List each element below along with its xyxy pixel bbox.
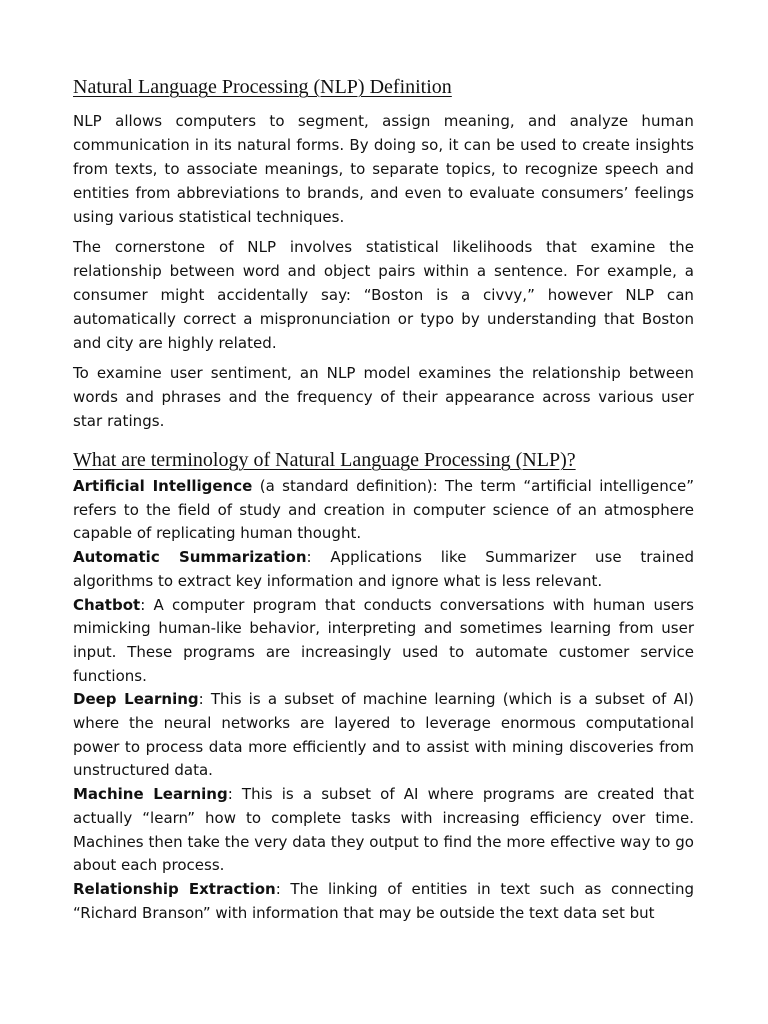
term-definition: : This is a subset of machine learning (which is a subset of AI) where the neural networks are layered to leverage enormous computational power to process data more efficiently and to assist with mining discoveries from unstructured data. xyxy=(73,690,694,780)
paragraph-nlp-sentiment: To examine user sentiment, an NLP model examines the relationship between words and phrases and the frequency of their appearance across various user star ratings. xyxy=(73,364,694,430)
term-definition: : This is a subset of AI where programs are created that actually “learn” how to complete tasks with increasing efficiency over time. Machines then take the very data they output to find the more effective way to go about each process. xyxy=(73,785,694,875)
paragraph-nlp-intro: NLP allows computers to segment, assign meaning, and analyze human communication in its natural forms. By doing so, it can be used to create insights from texts, to associate meanings, to separate topics, to recognize speech and entities from abbreviations to brands, and even to evaluate consumers’ feelings using various statistical techniques. xyxy=(73,112,694,226)
section-heading-nlp-definition: Natural Language Processing (NLP) Definition xyxy=(73,76,452,98)
terminology-list xyxy=(73,475,694,925)
section-heading-nlp-terminology: What are terminology of Natural Language Processing (NLP)? xyxy=(73,449,576,471)
term-name: Machine Learning xyxy=(73,785,228,804)
term-artificial-intelligence xyxy=(73,475,694,546)
term-machine-learning xyxy=(73,783,694,878)
term-definition: : The linking of entities in text such as connecting “Richard Branson” with information that may be outside the text data set but xyxy=(73,879,694,922)
term-automatic-summarization xyxy=(73,546,694,593)
term-deep-learning xyxy=(73,688,694,783)
term-name: Automatic Summarization xyxy=(73,548,307,567)
paragraph-nlp-cornerstone: The cornerstone of NLP involves statistical likelihoods that examine the relationship between word and object pairs within a sentence. For example, a consumer might accidentally say: “Boston is a civvy,” however NLP can automatically correct a mispronunciation or typo by understanding that Boston and city are highly related. xyxy=(73,238,694,352)
term-definition: : Applications like Summarizer use trained algorithms to extract key information and ignore what is less relevant. xyxy=(73,548,694,590)
term-relationship-extraction xyxy=(73,878,694,925)
term-name: Chatbot xyxy=(73,595,141,614)
term-name: Relationship Extraction xyxy=(73,879,276,898)
term-chatbot xyxy=(73,594,694,689)
term-definition: (a standard definition): The term “artificial intelligence” refers to the field of study and creation in computer science of an atmosphere capable of replicating human thought. xyxy=(73,477,695,543)
term-name: Deep Learning xyxy=(73,690,199,709)
term-name: Artificial Intelligence xyxy=(73,477,253,495)
term-definition: : A computer program that conducts conversations with human users mimicking human-like behavior, interpreting and sometimes learning from user input. These programs are increasingly used to automate customer service functions. xyxy=(73,595,694,685)
